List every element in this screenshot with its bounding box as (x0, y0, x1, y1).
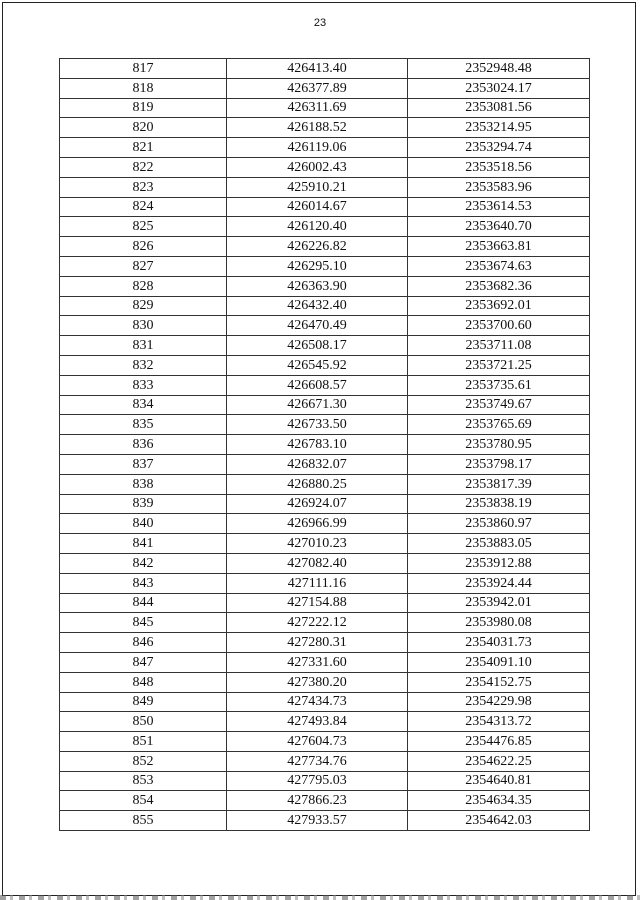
x-coordinate-cell: 427111.16 (227, 573, 408, 593)
table-row (60, 791, 590, 811)
point-number-cell: 835 (60, 415, 227, 435)
y-coordinate-cell: 2353749.67 (408, 395, 590, 415)
y-coordinate-cell: 2353640.70 (408, 217, 590, 237)
table-row (60, 811, 590, 831)
point-number-cell: 836 (60, 435, 227, 455)
x-coordinate-cell: 427331.60 (227, 652, 408, 672)
point-number-cell: 837 (60, 454, 227, 474)
point-number-cell: 834 (60, 395, 227, 415)
x-coordinate-cell: 427734.76 (227, 751, 408, 771)
y-coordinate-cell: 2353780.95 (408, 435, 590, 455)
x-coordinate-cell: 426413.40 (227, 59, 408, 79)
y-coordinate-cell: 2353214.95 (408, 118, 590, 138)
y-coordinate-cell: 2353924.44 (408, 573, 590, 593)
table-row (60, 157, 590, 177)
y-coordinate-cell: 2353721.25 (408, 355, 590, 375)
point-number-cell: 817 (60, 59, 227, 79)
table-row (60, 375, 590, 395)
x-coordinate-cell: 427280.31 (227, 633, 408, 653)
y-coordinate-cell: 2353942.01 (408, 593, 590, 613)
y-coordinate-cell: 2353700.60 (408, 316, 590, 336)
table-row (60, 98, 590, 118)
x-coordinate-cell: 426608.57 (227, 375, 408, 395)
table-row (60, 633, 590, 653)
point-number-cell: 833 (60, 375, 227, 395)
x-coordinate-cell: 426311.69 (227, 98, 408, 118)
table-row (60, 355, 590, 375)
point-number-cell: 852 (60, 751, 227, 771)
x-coordinate-cell: 427010.23 (227, 534, 408, 554)
y-coordinate-cell: 2353663.81 (408, 237, 590, 257)
x-coordinate-cell: 426377.89 (227, 78, 408, 98)
x-coordinate-cell: 427380.20 (227, 672, 408, 692)
x-coordinate-cell: 426832.07 (227, 454, 408, 474)
y-coordinate-cell: 2353692.01 (408, 296, 590, 316)
table-row (60, 692, 590, 712)
y-coordinate-cell: 2353980.08 (408, 613, 590, 633)
table-row (60, 573, 590, 593)
table-row (60, 751, 590, 771)
point-number-cell: 821 (60, 138, 227, 158)
table-row (60, 652, 590, 672)
page-number: 23 (313, 17, 327, 29)
x-coordinate-cell: 426120.40 (227, 217, 408, 237)
y-coordinate-cell: 2353912.88 (408, 553, 590, 573)
point-number-cell: 832 (60, 355, 227, 375)
point-number-cell: 830 (60, 316, 227, 336)
table-row (60, 276, 590, 296)
y-coordinate-cell: 2354642.03 (408, 811, 590, 831)
table-row (60, 316, 590, 336)
x-coordinate-cell: 426014.67 (227, 197, 408, 217)
table-row (60, 138, 590, 158)
point-number-cell: 845 (60, 613, 227, 633)
point-number-cell: 828 (60, 276, 227, 296)
point-number-cell: 822 (60, 157, 227, 177)
x-coordinate-cell: 426880.25 (227, 474, 408, 494)
point-number-cell: 839 (60, 494, 227, 514)
y-coordinate-cell: 2354152.75 (408, 672, 590, 692)
point-number-cell: 838 (60, 474, 227, 494)
y-coordinate-cell: 2353798.17 (408, 454, 590, 474)
point-number-cell: 842 (60, 553, 227, 573)
coordinate-table-body (60, 59, 590, 831)
x-coordinate-cell: 426783.10 (227, 435, 408, 455)
scan-artifact-strip (0, 895, 640, 900)
point-number-cell: 818 (60, 78, 227, 98)
point-number-cell: 847 (60, 652, 227, 672)
x-coordinate-cell: 427795.03 (227, 771, 408, 791)
point-number-cell: 820 (60, 118, 227, 138)
point-number-cell: 824 (60, 197, 227, 217)
point-number-cell: 849 (60, 692, 227, 712)
y-coordinate-cell: 2354622.25 (408, 751, 590, 771)
y-coordinate-cell: 2353860.97 (408, 514, 590, 534)
x-coordinate-cell: 426002.43 (227, 157, 408, 177)
table-row (60, 78, 590, 98)
table-row (60, 534, 590, 554)
point-number-cell: 844 (60, 593, 227, 613)
x-coordinate-cell: 427493.84 (227, 712, 408, 732)
point-number-cell: 846 (60, 633, 227, 653)
point-number-cell: 848 (60, 672, 227, 692)
point-number-cell: 819 (60, 98, 227, 118)
y-coordinate-cell: 2354091.10 (408, 652, 590, 672)
point-number-cell: 826 (60, 237, 227, 257)
y-coordinate-cell: 2353711.08 (408, 336, 590, 356)
x-coordinate-cell: 425910.21 (227, 177, 408, 197)
y-coordinate-cell: 2354313.72 (408, 712, 590, 732)
x-coordinate-cell: 427604.73 (227, 732, 408, 752)
x-coordinate-cell: 426966.99 (227, 514, 408, 534)
table-row (60, 454, 590, 474)
y-coordinate-cell: 2353682.36 (408, 276, 590, 296)
x-coordinate-cell: 426508.17 (227, 336, 408, 356)
x-coordinate-cell: 426188.52 (227, 118, 408, 138)
y-coordinate-cell: 2353081.56 (408, 98, 590, 118)
y-coordinate-cell: 2353518.56 (408, 157, 590, 177)
table-row (60, 435, 590, 455)
table-row (60, 256, 590, 276)
y-coordinate-cell: 2353024.17 (408, 78, 590, 98)
point-number-cell: 825 (60, 217, 227, 237)
y-coordinate-cell: 2353817.39 (408, 474, 590, 494)
y-coordinate-cell: 2353294.74 (408, 138, 590, 158)
x-coordinate-cell: 426295.10 (227, 256, 408, 276)
x-coordinate-cell: 426226.82 (227, 237, 408, 257)
point-number-cell: 827 (60, 256, 227, 276)
table-row (60, 672, 590, 692)
x-coordinate-cell: 427866.23 (227, 791, 408, 811)
table-row (60, 415, 590, 435)
table-row (60, 593, 590, 613)
table-row (60, 474, 590, 494)
point-number-cell: 851 (60, 732, 227, 752)
y-coordinate-cell: 2353838.19 (408, 494, 590, 514)
x-coordinate-cell: 426733.50 (227, 415, 408, 435)
point-number-cell: 855 (60, 811, 227, 831)
y-coordinate-cell: 2354640.81 (408, 771, 590, 791)
y-coordinate-cell: 2353674.63 (408, 256, 590, 276)
coordinate-table (59, 58, 590, 831)
x-coordinate-cell: 427154.88 (227, 593, 408, 613)
x-coordinate-cell: 427082.40 (227, 553, 408, 573)
table-row (60, 395, 590, 415)
point-number-cell: 850 (60, 712, 227, 732)
table-row (60, 237, 590, 257)
table-row (60, 197, 590, 217)
table-row (60, 712, 590, 732)
table-row (60, 296, 590, 316)
x-coordinate-cell: 426470.49 (227, 316, 408, 336)
y-coordinate-cell: 2354031.73 (408, 633, 590, 653)
point-number-cell: 853 (60, 771, 227, 791)
y-coordinate-cell: 2353614.53 (408, 197, 590, 217)
x-coordinate-cell: 427222.12 (227, 613, 408, 633)
x-coordinate-cell: 426432.40 (227, 296, 408, 316)
y-coordinate-cell: 2354634.35 (408, 791, 590, 811)
y-coordinate-cell: 2354476.85 (408, 732, 590, 752)
table-row (60, 177, 590, 197)
table-row (60, 613, 590, 633)
point-number-cell: 843 (60, 573, 227, 593)
x-coordinate-cell: 426545.92 (227, 355, 408, 375)
y-coordinate-cell: 2353735.61 (408, 375, 590, 395)
table-row (60, 336, 590, 356)
x-coordinate-cell: 426363.90 (227, 276, 408, 296)
x-coordinate-cell: 427434.73 (227, 692, 408, 712)
y-coordinate-cell: 2353765.69 (408, 415, 590, 435)
x-coordinate-cell: 426119.06 (227, 138, 408, 158)
table-row (60, 771, 590, 791)
table-row (60, 514, 590, 534)
y-coordinate-cell: 2354229.98 (408, 692, 590, 712)
x-coordinate-cell: 427933.57 (227, 811, 408, 831)
table-row (60, 553, 590, 573)
y-coordinate-cell: 2353583.96 (408, 177, 590, 197)
y-coordinate-cell: 2353883.05 (408, 534, 590, 554)
point-number-cell: 823 (60, 177, 227, 197)
x-coordinate-cell: 426671.30 (227, 395, 408, 415)
table-row (60, 118, 590, 138)
point-number-cell: 854 (60, 791, 227, 811)
table-row (60, 59, 590, 79)
point-number-cell: 829 (60, 296, 227, 316)
point-number-cell: 841 (60, 534, 227, 554)
point-number-cell: 831 (60, 336, 227, 356)
y-coordinate-cell: 2352948.48 (408, 59, 590, 79)
table-row (60, 732, 590, 752)
point-number-cell: 840 (60, 514, 227, 534)
x-coordinate-cell: 426924.07 (227, 494, 408, 514)
table-row (60, 217, 590, 237)
table-row (60, 494, 590, 514)
